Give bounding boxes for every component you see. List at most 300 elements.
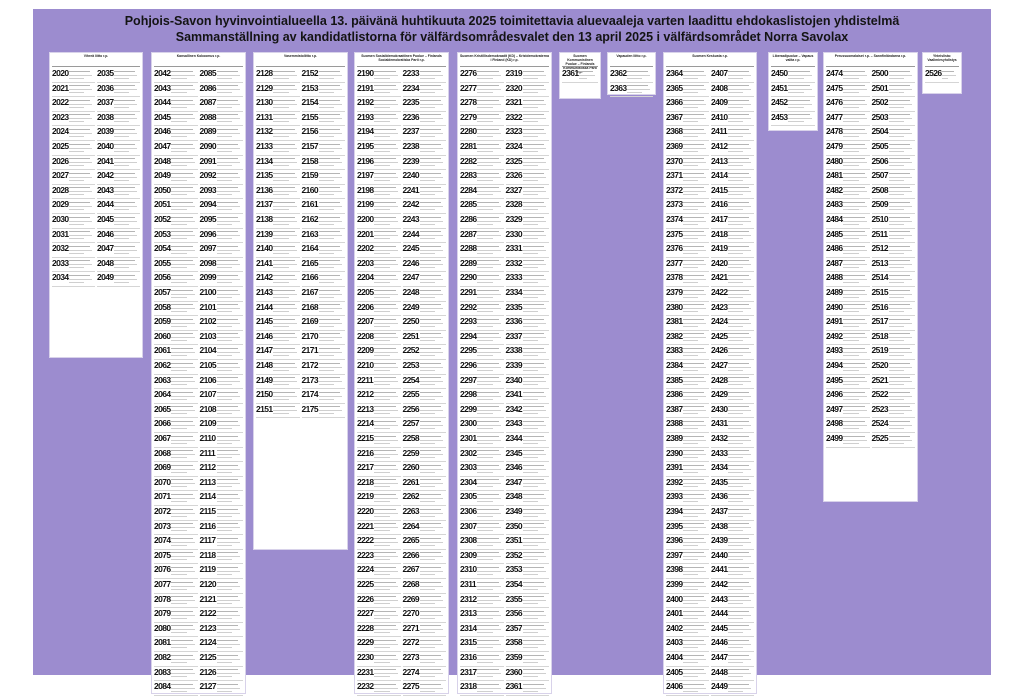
candidate-name-line (523, 129, 545, 130)
candidate-title-line (374, 600, 398, 601)
candidate-title-line (942, 75, 956, 76)
list-party-name: Vihreä liitto r.p. (83, 54, 109, 58)
candidate-home-line (683, 238, 698, 239)
candidate-home-line (889, 194, 905, 195)
candidate-name-line (728, 158, 749, 159)
candidate-home-line (523, 194, 539, 195)
candidate-entry (826, 170, 871, 185)
candidate-entry (256, 156, 301, 171)
candidate-title-line (217, 206, 241, 207)
candidate-name-line (171, 450, 193, 451)
candidate-name-line (273, 246, 295, 247)
candidate-home-line (523, 311, 539, 312)
candidate-number: 2431 (711, 418, 728, 429)
candidate-title-line (69, 264, 92, 265)
candidate-name-line (374, 479, 396, 480)
candidate-entry (666, 112, 710, 127)
candidate-title-line (728, 381, 751, 382)
candidate-name-line (728, 319, 749, 320)
candidate-number: 2415 (711, 184, 728, 195)
candidate-title-line (171, 337, 195, 338)
candidate-title-line (477, 206, 501, 207)
candidate-entry (403, 608, 448, 623)
candidate-entry (200, 185, 245, 200)
candidate-title-line (217, 118, 241, 119)
candidate-number: 2031 (52, 228, 69, 239)
candidate-home-line (889, 282, 905, 283)
candidate-entry (666, 521, 710, 536)
candidate-title-line (273, 148, 297, 149)
candidate-number: 2449 (711, 681, 728, 692)
candidate-entry (460, 579, 505, 594)
candidate-entry (200, 97, 245, 112)
candidate-name-line (319, 275, 341, 276)
candidate-number: 2312 (460, 593, 477, 604)
candidate-home-line (420, 472, 436, 473)
candidate-name-line (523, 114, 545, 115)
candidate-entry (357, 404, 402, 419)
candidate-name-line (374, 173, 396, 174)
candidate-title-line (889, 250, 913, 251)
candidate-title-line (477, 191, 501, 192)
candidate-number: 2342 (505, 403, 523, 414)
candidate-home-line (683, 589, 698, 590)
candidate-name-line (217, 129, 239, 130)
candidate-name-line (114, 144, 135, 145)
candidate-entry (200, 375, 245, 390)
candidate-home-line (523, 282, 539, 283)
candidate-entry (460, 550, 505, 565)
candidate-title-line (114, 133, 137, 134)
candidate-entry (460, 535, 505, 550)
candidate-name-line (217, 333, 239, 334)
candidate-title-line (374, 513, 398, 514)
candidate-title-line (420, 118, 444, 119)
candidate-home-line (477, 282, 493, 283)
candidate-name-line (69, 231, 90, 232)
candidate-number: 2055 (154, 257, 171, 268)
candidate-title-line (889, 264, 913, 265)
candidate-title-line (843, 162, 867, 163)
candidate-home-line (728, 457, 743, 458)
candidate-home-line (523, 413, 539, 414)
candidate-entry (357, 97, 402, 112)
candidate-name-line (420, 246, 442, 247)
candidate-home-line (171, 224, 187, 225)
candidate-name-line (319, 392, 341, 393)
candidate-entry (403, 68, 448, 83)
candidate-name-line (374, 144, 396, 145)
candidate-home-line (374, 662, 390, 663)
candidate-title-line (374, 235, 398, 236)
candidate-entry (302, 258, 347, 273)
candidate-entry (711, 418, 755, 433)
candidate-entry (666, 535, 710, 550)
candidate-title-line (420, 571, 444, 572)
candidate-home-line (523, 603, 539, 604)
candidate-number: 2111 (199, 447, 216, 458)
candidate-entry (403, 185, 448, 200)
candidate-number: 2500 (871, 68, 889, 78)
candidate-name-line (477, 71, 499, 72)
candidate-home-line (523, 559, 539, 560)
candidate-number: 2233 (402, 68, 420, 78)
candidate-title-line (843, 323, 867, 324)
candidate-name-line (171, 611, 193, 612)
candidate-number: 2522 (871, 389, 889, 400)
candidate-number: 2430 (711, 403, 728, 414)
candidate-entry (610, 83, 654, 98)
candidate-entry (460, 521, 505, 536)
candidate-number: 2380 (666, 301, 683, 312)
candidate-number: 2321 (505, 97, 523, 108)
candidate-name-line (843, 100, 865, 101)
candidate-name-line (171, 640, 193, 641)
candidate-title-line (319, 221, 343, 222)
candidate-number: 2281 (460, 141, 477, 151)
candidate-title-line (420, 352, 444, 353)
candidate-number: 2025 (52, 141, 69, 151)
candidate-number: 2215 (357, 433, 374, 443)
candidate-number: 2442 (711, 579, 728, 589)
candidate-title-line (273, 396, 297, 397)
candidate-number: 2320 (505, 82, 523, 93)
candidate-title-line (114, 235, 137, 236)
candidate-home-line (374, 691, 390, 692)
candidate-name-line (217, 611, 239, 612)
candidate-name-line (683, 450, 704, 451)
candidate-home-line (523, 589, 539, 590)
candidate-number: 2165 (301, 257, 319, 268)
candidate-title-line (420, 586, 444, 587)
candidate-home-line (477, 472, 493, 473)
candidate-home-line (728, 282, 743, 283)
candidate-title-line (374, 571, 398, 572)
candidate-home-line (728, 443, 743, 444)
candidate-title-line (477, 235, 501, 236)
candidate-entry (154, 272, 199, 287)
candidate-entry (200, 229, 245, 244)
candidate-number: 2251 (402, 330, 420, 341)
candidate-home-line (683, 603, 698, 604)
candidate-number: 2369 (666, 141, 683, 151)
candidate-title-line (171, 615, 195, 616)
candidate-name-line (420, 494, 442, 495)
candidate-title-line (217, 177, 241, 178)
candidate-title-line (728, 294, 751, 295)
candidate-home-line (217, 78, 233, 79)
candidate-home-line (69, 92, 84, 93)
candidate-name-line (319, 319, 341, 320)
candidate-home-line (420, 107, 436, 108)
candidate-number: 2146 (256, 330, 273, 341)
candidate-home-line (683, 559, 698, 560)
candidate-number: 2336 (505, 316, 523, 327)
candidate-entry (154, 185, 199, 200)
candidate-entry (872, 83, 917, 98)
candidate-name-line (319, 71, 341, 72)
candidate-home-line (319, 399, 335, 400)
candidate-title-line (477, 104, 501, 105)
candidate-name-line (171, 684, 193, 685)
candidate-number: 2039 (97, 126, 114, 137)
candidate-number: 2114 (199, 491, 216, 502)
candidate-number: 2042 (97, 170, 114, 181)
candidate-title-line (374, 308, 398, 309)
candidate-home-line (171, 340, 187, 341)
candidate-number: 2030 (52, 214, 69, 224)
candidate-entry (666, 550, 710, 565)
candidate-entry (403, 448, 448, 463)
candidate-name-line (523, 173, 545, 174)
candidate-name-line (683, 479, 704, 480)
candidate-name-line (171, 421, 193, 422)
candidate-title-line (420, 556, 444, 557)
candidate-name-line (171, 290, 193, 291)
candidate-title-line (728, 308, 751, 309)
candidate-number: 2363 (610, 82, 627, 93)
candidate-name-line (728, 85, 749, 86)
candidate-entry (872, 418, 917, 433)
candidate-title-line (420, 89, 444, 90)
candidate-name-line (728, 377, 749, 378)
candidate-entry (460, 608, 505, 623)
candidate-name-line (374, 406, 396, 407)
candidate-entry (357, 272, 402, 287)
candidate-number: 2080 (154, 622, 171, 633)
candidate-entry (256, 243, 301, 258)
candidate-number: 2411 (711, 126, 728, 137)
candidate-entry (666, 156, 710, 171)
candidate-home-line (683, 384, 698, 385)
candidate-home-line (523, 78, 539, 79)
candidate-title-line (420, 250, 444, 251)
candidate-entry (256, 345, 301, 360)
candidate-name-line (889, 202, 911, 203)
candidate-number: 2488 (826, 272, 843, 283)
candidate-title-line (477, 498, 501, 499)
candidate-entry (357, 521, 402, 536)
candidate-number: 2231 (357, 666, 374, 677)
candidate-home-line (319, 180, 335, 181)
candidate-home-line (217, 574, 233, 575)
candidate-entry (357, 550, 402, 565)
candidate-title-line (171, 323, 195, 324)
candidate-name-line (523, 363, 545, 364)
candidate-name-line (171, 114, 193, 115)
candidate-name-line (843, 421, 865, 422)
candidate-number: 2205 (357, 287, 374, 297)
candidate-entry (154, 637, 199, 652)
candidate-entry (302, 199, 347, 214)
candidate-title-line (374, 410, 398, 411)
candidate-title-line (477, 688, 501, 689)
candidate-entry (506, 112, 551, 127)
candidate-number: 2435 (711, 476, 728, 487)
candidate-home-line (171, 311, 187, 312)
candidate-home-line (217, 530, 233, 531)
candidate-home-line (420, 121, 436, 122)
candidate-entry (357, 389, 402, 404)
candidate-home-line (217, 603, 233, 604)
candidate-title-line (374, 323, 398, 324)
candidate-entry (460, 637, 505, 652)
candidate-home-line (843, 92, 859, 93)
candidate-home-line (273, 194, 289, 195)
candidate-number: 2315 (460, 637, 477, 648)
candidate-number: 2280 (460, 126, 477, 137)
candidate-name-line (523, 377, 545, 378)
candidate-entry (506, 491, 551, 506)
candidate-number: 2127 (199, 681, 217, 692)
candidate-name-line (420, 479, 442, 480)
candidate-entry (200, 360, 245, 375)
candidate-number: 2426 (711, 345, 728, 356)
candidate-home-line (579, 78, 587, 79)
candidate-entry (403, 418, 448, 433)
candidate-home-line (114, 107, 129, 108)
candidate-number: 2022 (52, 97, 69, 108)
candidate-home-line (477, 311, 493, 312)
candidate-entry (52, 199, 96, 214)
candidate-number: 2271 (402, 622, 420, 633)
candidate-home-line (728, 194, 743, 195)
candidate-name-line (477, 377, 499, 378)
candidate-home-line (374, 457, 390, 458)
candidate-entry (357, 506, 402, 521)
candidate-name-line (683, 85, 704, 86)
candidate-number: 2258 (402, 433, 420, 443)
candidate-name-line (171, 582, 193, 583)
candidate-number: 2051 (154, 199, 171, 210)
candidate-title-line (843, 148, 867, 149)
candidate-home-line (114, 282, 129, 283)
candidate-entry (506, 579, 551, 594)
candidate-name-line (523, 392, 545, 393)
candidate-home-line (843, 253, 859, 254)
candidate-home-line (171, 355, 187, 356)
candidate-entry (403, 404, 448, 419)
candidate-entry (711, 491, 755, 506)
candidate-entry (154, 389, 199, 404)
candidate-title-line (683, 337, 706, 338)
candidate-number: 2422 (711, 287, 728, 297)
candidate-name-line (728, 479, 749, 480)
candidate-title-line (477, 323, 501, 324)
candidate-title-line (788, 118, 812, 119)
candidate-title-line (523, 688, 547, 689)
candidate-entry (302, 170, 347, 185)
candidate-home-line (477, 209, 493, 210)
candidate-entry (97, 199, 141, 214)
candidate-number: 2257 (402, 418, 420, 429)
candidate-number: 2194 (357, 126, 374, 137)
candidate-title-line (683, 235, 706, 236)
candidate-name-line (420, 319, 442, 320)
candidate-home-line (683, 78, 698, 79)
candidate-title-line (728, 396, 751, 397)
candidate-title-line (843, 89, 867, 90)
candidate-entry (711, 448, 755, 463)
candidate-entry (357, 448, 402, 463)
candidate-home-line (477, 486, 493, 487)
candidate-number: 2524 (871, 418, 889, 429)
candidate-home-line (889, 107, 905, 108)
candidate-name-line (843, 246, 865, 247)
candidate-entry (200, 126, 245, 141)
candidate-name-line (374, 114, 396, 115)
candidate-lists (33, 9, 991, 692)
candidate-title-line (273, 162, 297, 163)
candidate-title-line (728, 352, 751, 353)
candidate-title-line (728, 454, 751, 455)
candidate-title-line (319, 308, 343, 309)
candidate-entry (302, 214, 347, 229)
candidate-entry (826, 126, 871, 141)
candidate-name-line (683, 260, 704, 261)
candidate-name-line (420, 509, 442, 510)
candidate-title-line (477, 177, 501, 178)
candidate-name-line (477, 319, 499, 320)
candidate-entry (460, 389, 505, 404)
candidate-entry (200, 243, 245, 258)
candidate-title-line (728, 688, 751, 689)
candidate-title-line (420, 513, 444, 514)
candidate-name-line (374, 348, 396, 349)
candidate-title-line (273, 191, 297, 192)
candidate-home-line (420, 165, 436, 166)
candidate-title-line (683, 381, 706, 382)
candidate-home-line (788, 92, 804, 93)
candidate-name-line (374, 640, 396, 641)
candidate-home-line (728, 516, 743, 517)
header-rule (357, 66, 446, 67)
candidate-entry (403, 375, 448, 390)
candidate-title-line (477, 483, 501, 484)
candidate-title-line (69, 133, 92, 134)
candidate-name-line (788, 71, 810, 72)
candidate-title-line (683, 659, 706, 660)
candidate-entry (711, 564, 755, 579)
candidate-number: 2091 (199, 155, 217, 166)
candidate-number: 2138 (256, 214, 273, 224)
candidate-home-line (420, 574, 436, 575)
candidate-entry (403, 535, 448, 550)
candidate-title-line (420, 659, 444, 660)
candidate-name-line (273, 348, 295, 349)
candidate-number: 2228 (357, 622, 374, 633)
candidate-entry (256, 272, 301, 287)
candidate-name-line (523, 144, 545, 145)
candidate-home-line (374, 165, 390, 166)
candidate-entry (872, 112, 917, 127)
candidate-home-line (477, 559, 493, 560)
candidate-title-line (171, 542, 195, 543)
candidate-number: 2393 (666, 491, 683, 502)
candidate-title-line (477, 89, 501, 90)
candidate-entry (826, 229, 871, 244)
candidate-name-line (171, 465, 193, 466)
row-divider (826, 447, 870, 448)
candidate-entry (357, 214, 402, 229)
candidate-name-line (728, 173, 749, 174)
candidate-number: 2260 (402, 462, 420, 473)
candidate-name-line (374, 275, 396, 276)
candidate-entry (200, 418, 245, 433)
candidate-name-line (69, 173, 90, 174)
candidate-entry (403, 170, 448, 185)
candidate-number: 2284 (460, 184, 477, 195)
